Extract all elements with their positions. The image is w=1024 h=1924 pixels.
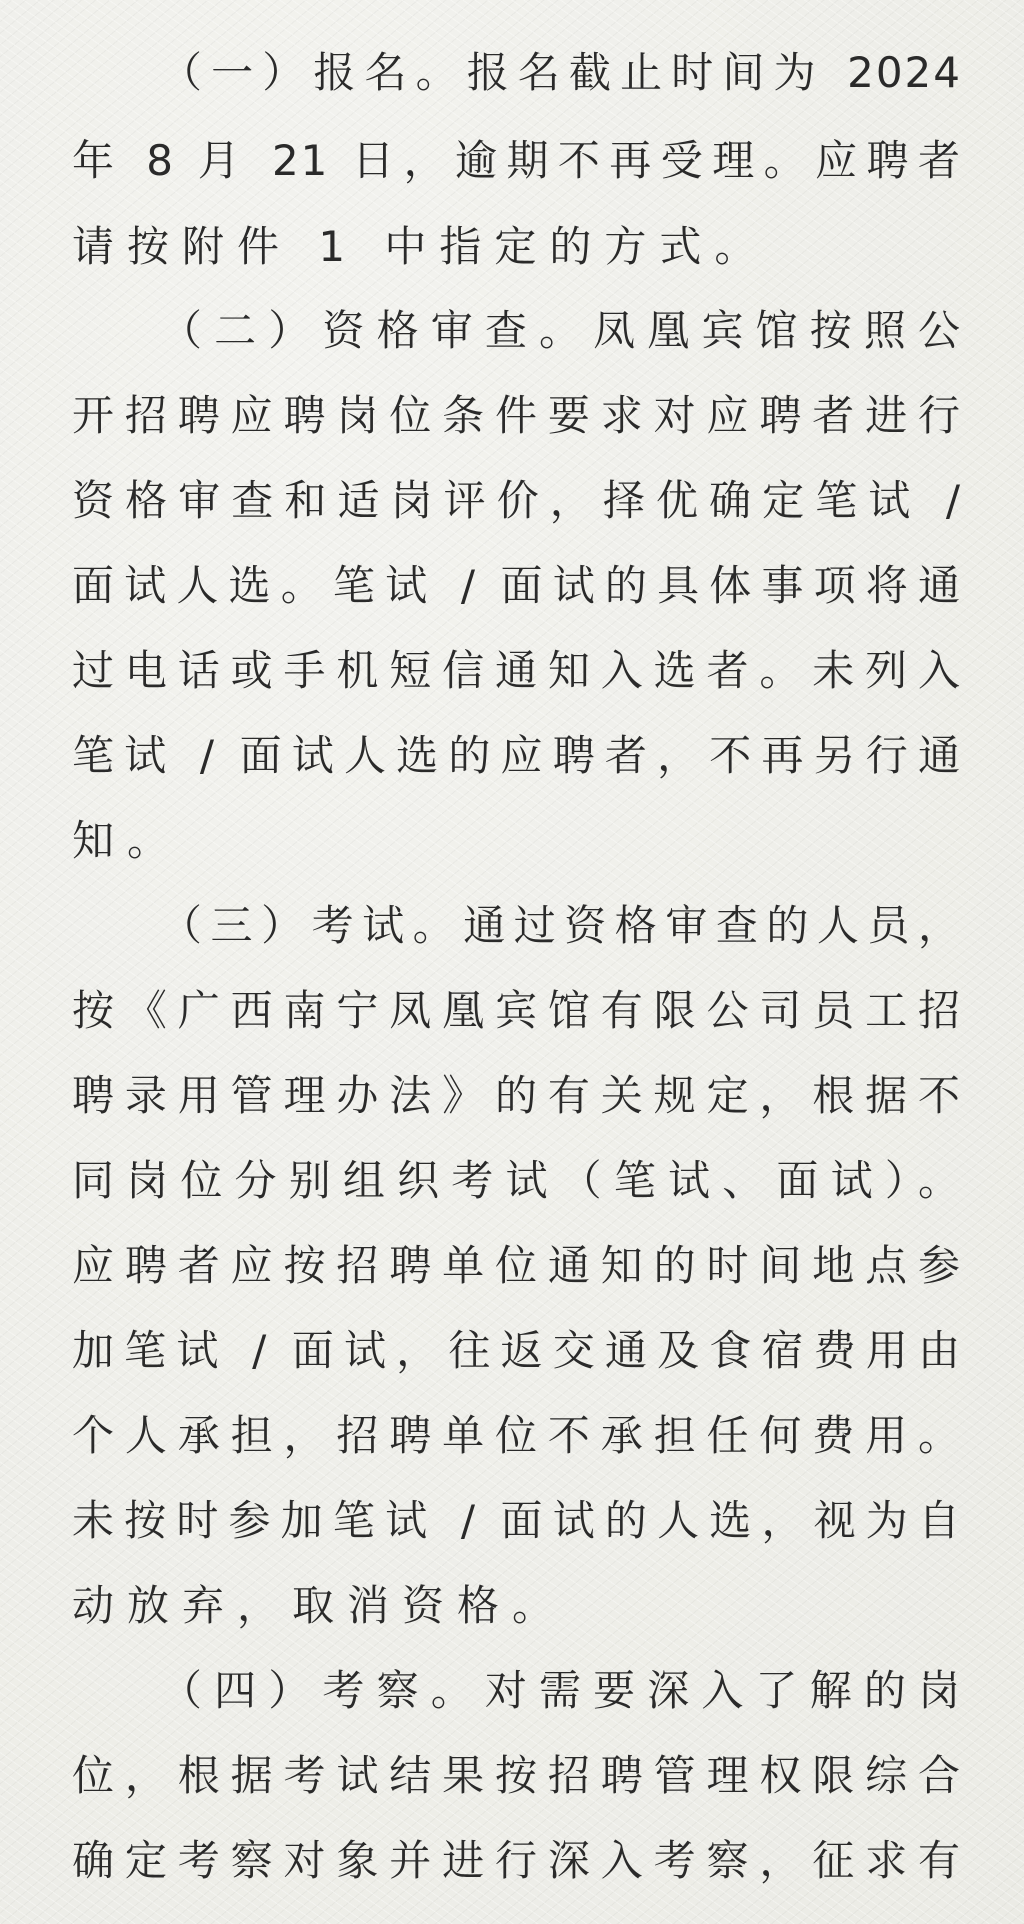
text-line: 过电话或手机短信通知入选者。未列入 (72, 646, 962, 695)
text-line: 位，根据考试结果按招聘管理权限综合 (72, 1751, 962, 1800)
text-line: （一）报名。报名截止时间为 2024 (160, 48, 962, 97)
text-line: （三）考试。通过资格审查的人员， (160, 901, 962, 950)
text-line: 聘录用管理办法》的有关规定，根据不 (72, 1071, 962, 1120)
text-line: （二）资格审查。凤凰宾馆按照公 (160, 306, 962, 355)
text-line: 笔试 / 面试人选的应聘者，不再另行通 (72, 731, 962, 780)
text-line: 加笔试 / 面试，往返交通及食宿费用由 (72, 1326, 962, 1375)
text-line: （四）考察。对需要深入了解的岗 (160, 1666, 962, 1715)
text-line: 开招聘应聘岗位条件要求对应聘者进行 (72, 391, 962, 440)
text-line: 年 8 月 21 日，逾期不再受理。应聘者 (72, 136, 962, 185)
text-line: 应聘者应按招聘单位通知的时间地点参 (72, 1241, 962, 1290)
text-line: 面试人选。笔试 / 面试的具体事项将通 (72, 561, 962, 610)
text-line: 知。 (72, 816, 183, 865)
text-line: 请按附件 1 中指定的方式。 (72, 222, 770, 271)
text-line: 未按时参加笔试 / 面试的人选，视为自 (72, 1496, 962, 1545)
text-line: 同岗位分别组织考试（笔试、面试）。 (72, 1156, 962, 1205)
text-line: 确定考察对象并进行深入考察，征求有 (72, 1836, 962, 1885)
text-line: 资格审查和适岗评价，择优确定笔试 / (72, 476, 962, 525)
text-line: 个人承担，招聘单位不承担任何费用。 (72, 1411, 962, 1460)
text-line: 按《广西南宁凤凰宾馆有限公司员工招 (72, 986, 962, 1035)
text-line: 动放弃，取消资格。 (72, 1581, 568, 1630)
